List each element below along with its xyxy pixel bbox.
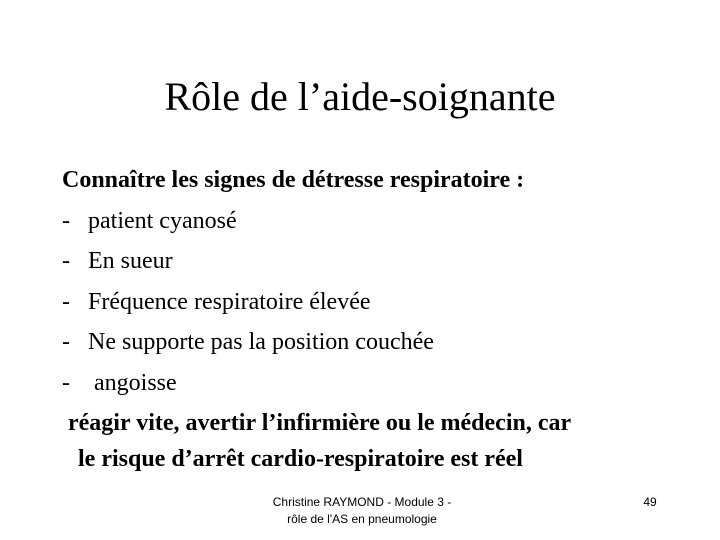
bullet-item xyxy=(62,282,682,323)
bullet-item xyxy=(62,322,682,363)
bullet-item xyxy=(62,363,682,404)
bullet-item xyxy=(62,241,682,282)
bullet-dash: - xyxy=(62,369,70,396)
footer-line-2: rôle de l'AS en pneumologie xyxy=(287,512,437,526)
slide-body xyxy=(62,160,682,477)
conclusion-text xyxy=(68,405,668,477)
footer-line-1: Christine RAYMOND - Module 3 - xyxy=(272,495,452,509)
bullet-dash: - xyxy=(62,207,70,234)
bullet-text: Ne supporte pas la position couchée xyxy=(88,329,434,355)
bullet-item xyxy=(62,201,682,242)
slide-title: Rôle de l’aide-soignante xyxy=(164,74,556,119)
bullet-text: patient cyanosé xyxy=(88,207,237,234)
bullet-text: En sueur xyxy=(88,248,173,274)
bullet-dash: - xyxy=(62,288,70,315)
page-number: 49 xyxy=(643,495,657,509)
bullet-text: angoisse xyxy=(88,369,177,396)
conclusion-line-2: le risque d’arrêt cardio-respiratoire est réel xyxy=(78,446,523,472)
conclusion-line-1: réagir vite, avertir l’infirmière ou le médecin, car xyxy=(68,410,572,436)
bullet-dash: - xyxy=(62,248,70,274)
bullet-dash: - xyxy=(62,329,70,355)
section-heading: Connaître les signes de détresse respiratoire : xyxy=(62,167,525,193)
slide-footer xyxy=(248,494,476,528)
bullet-text: Fréquence respiratoire élevée xyxy=(88,288,371,315)
